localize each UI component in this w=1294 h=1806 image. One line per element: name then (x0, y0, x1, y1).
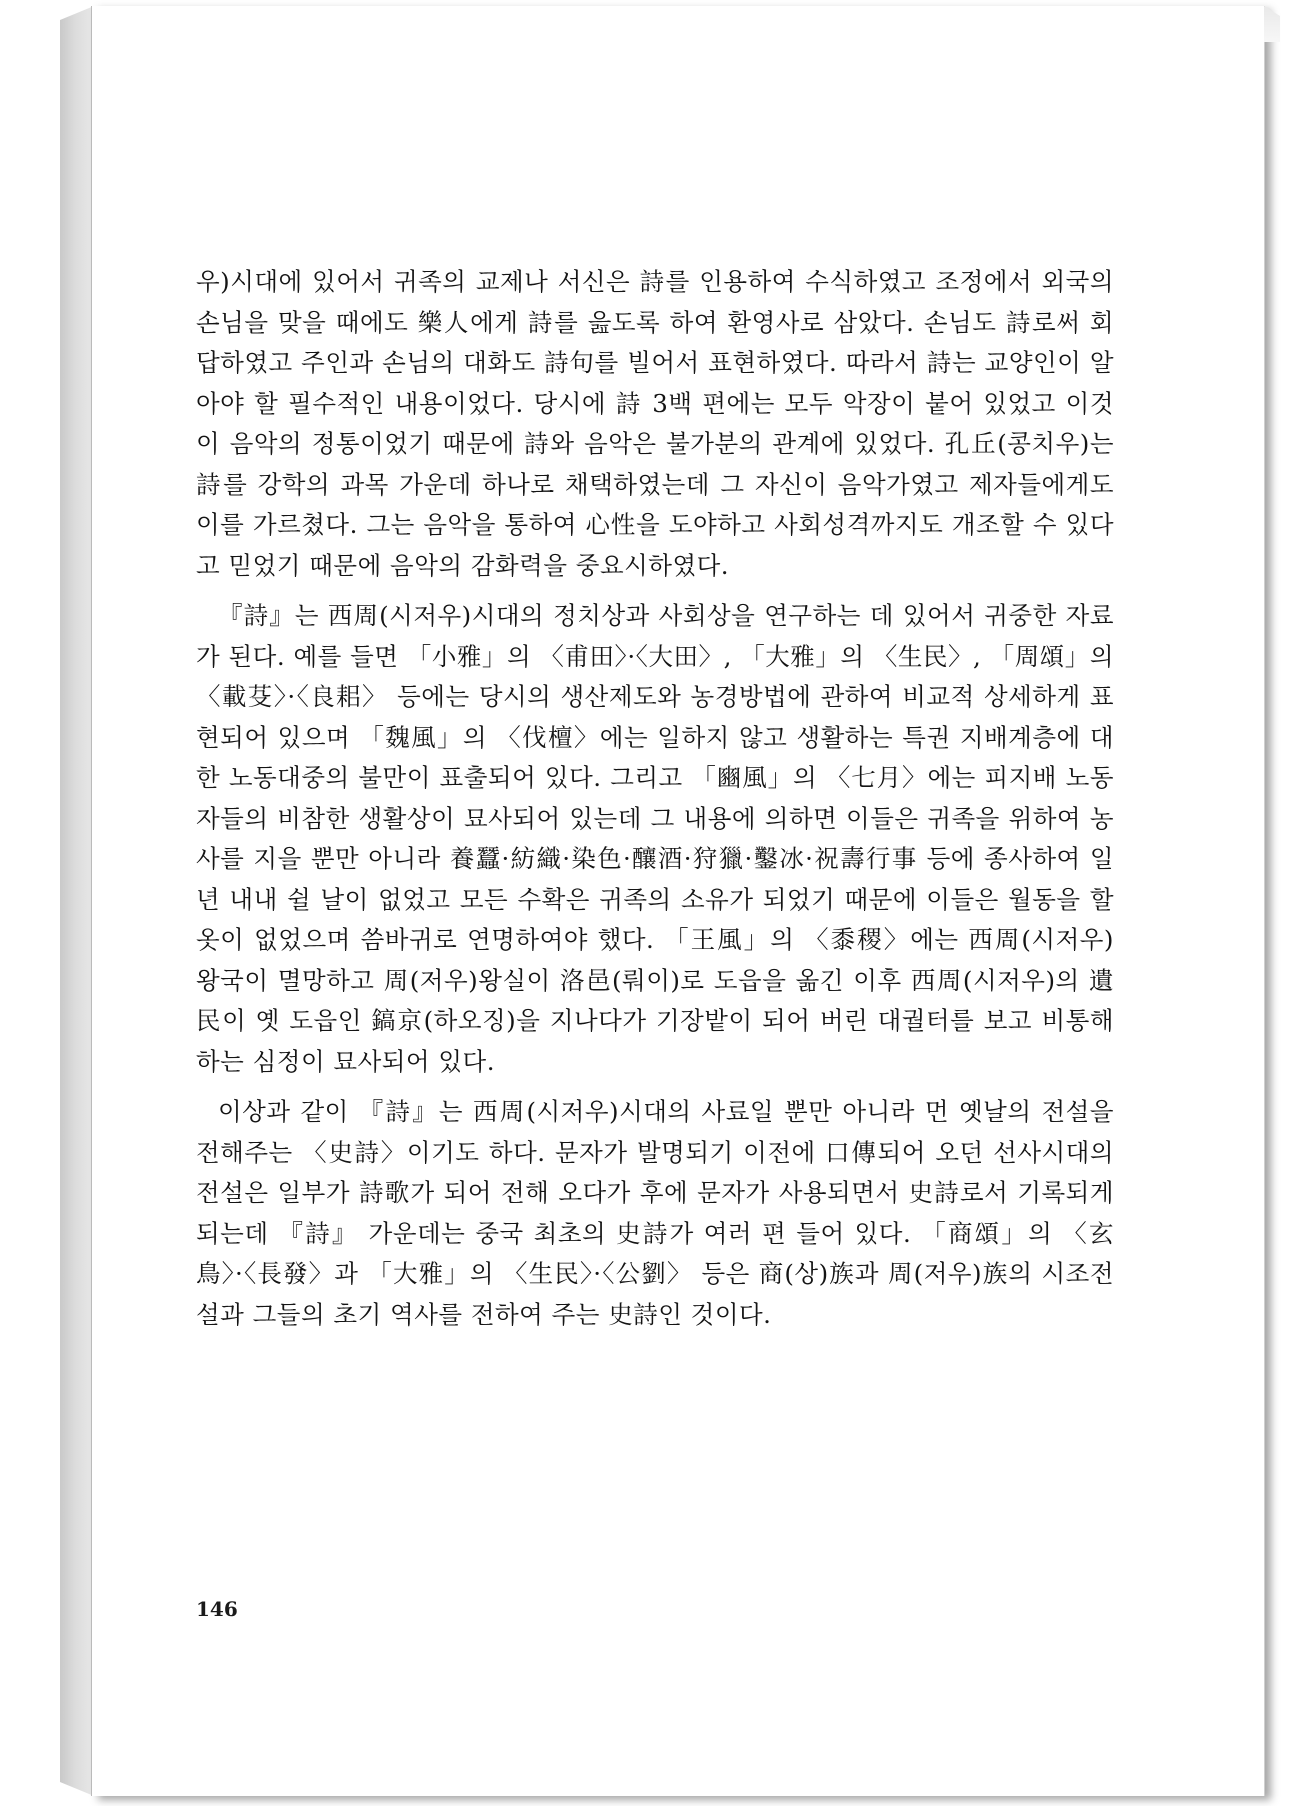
paragraph-3: 이상과 같이 『詩』는 西周(시저우)시대의 사료일 뿐만 아니라 먼 옛날의 전설을 전해주는 〈史詩〉이기도 하다. 문자가 발명되기 이전에 口傳되어 오던 선사시대의 전설은 일부가 詩歌가 되어 전해 오다가 후에 문자가 사용되면서 史詩로서 기록되게 되는데 『詩』 가운데는 중국 최초의 史詩가 여러 편 들어 있다. 「商頌」의 〈玄鳥〉·〈長發〉과 「大雅」의 〈生民〉·〈公劉〉 등은 商(상)族과 周(저우)族의 시조전설과 그들의 초기 역사를 전하여 주는 史詩인 것이다. (196, 1097, 1114, 1329)
book-page-stack-edge (60, 6, 94, 1796)
paragraph-2: 『詩』는 西周(시저우)시대의 정치상과 사회상을 연구하는 데 있어서 귀중한 자료가 된다. 예를 들면 「小雅」의 〈甫田〉·〈大田〉, 「大雅」의 〈生民〉, 「周頌」의 〈載芟〉·〈良耜〉 등에는 당시의 생산제도와 농경방법에 관하여 비교적 상세하게 표현되어 있으며 「魏風」의 〈伐檀〉에는 일하지 않고 생활하는 특권 지배계층에 대한 노동대중의 불만이 표출되어 있다. 그리고 「豳風」의 〈七月〉에는 피지배 노동자들의 비참한 생활상이 묘사되어 있는데 그 내용에 의하면 이들은 귀족을 위하여 농사를 지을 뿐만 아니라 養蠶·紡織·染色·釀酒·狩獵·鑿冰·祝壽行事 등에 종사하여 일 년 내내 쉴 날이 없었고 모든 수확은 귀족의 소유가 되었기 때문에 이들은 월동을 할 옷이 없었으며 씀바귀로 연명하여야 했다. 「王風」의 〈黍稷〉에는 西周(시저우) 왕국이 멸망하고 周(저우)왕실이 洛邑(뤄이)로 도읍을 옮긴 이후 西周(시저우)의 遺民이 옛 도읍인 鎬京(하오징)을 지나다가 기장밭이 되어 버린 대궐터를 보고 비통해 하는 심정이 묘사되어 있다. (196, 601, 1114, 1076)
page-corner (1264, 6, 1280, 42)
paragraph-1: 우)시대에 있어서 귀족의 교제나 서신은 詩를 인용하여 수식하였고 조정에서 외국의 손님을 맞을 때에도 樂人에게 詩를 읊도록 하여 환영사로 삼았다. 손님도 詩로써 회답하였고 주인과 손님의 대화도 詩句를 빌어서 표현하였다. 따라서 詩는 교양인이 알아야 할 필수적인 내용이었다. 당시에 詩 3백 편에는 모두 악장이 붙어 있었고 이것이 음악의 정통이었기 때문에 詩와 음악은 불가분의 관계에 있었다. 孔丘(콩치우)는 詩를 강학의 과목 가운데 하나로 채택하였는데 그 자신이 음악가였고 제자들에게도 이를 가르쳤다. 그는 음악을 통하여 心性을 도야하고 사회성격까지도 개조할 수 있다고 믿었기 때문에 음악의 감화력을 중요시하였다. (196, 267, 1114, 580)
page-body-text (196, 262, 1114, 1345)
page-number: 146 (196, 1597, 238, 1621)
